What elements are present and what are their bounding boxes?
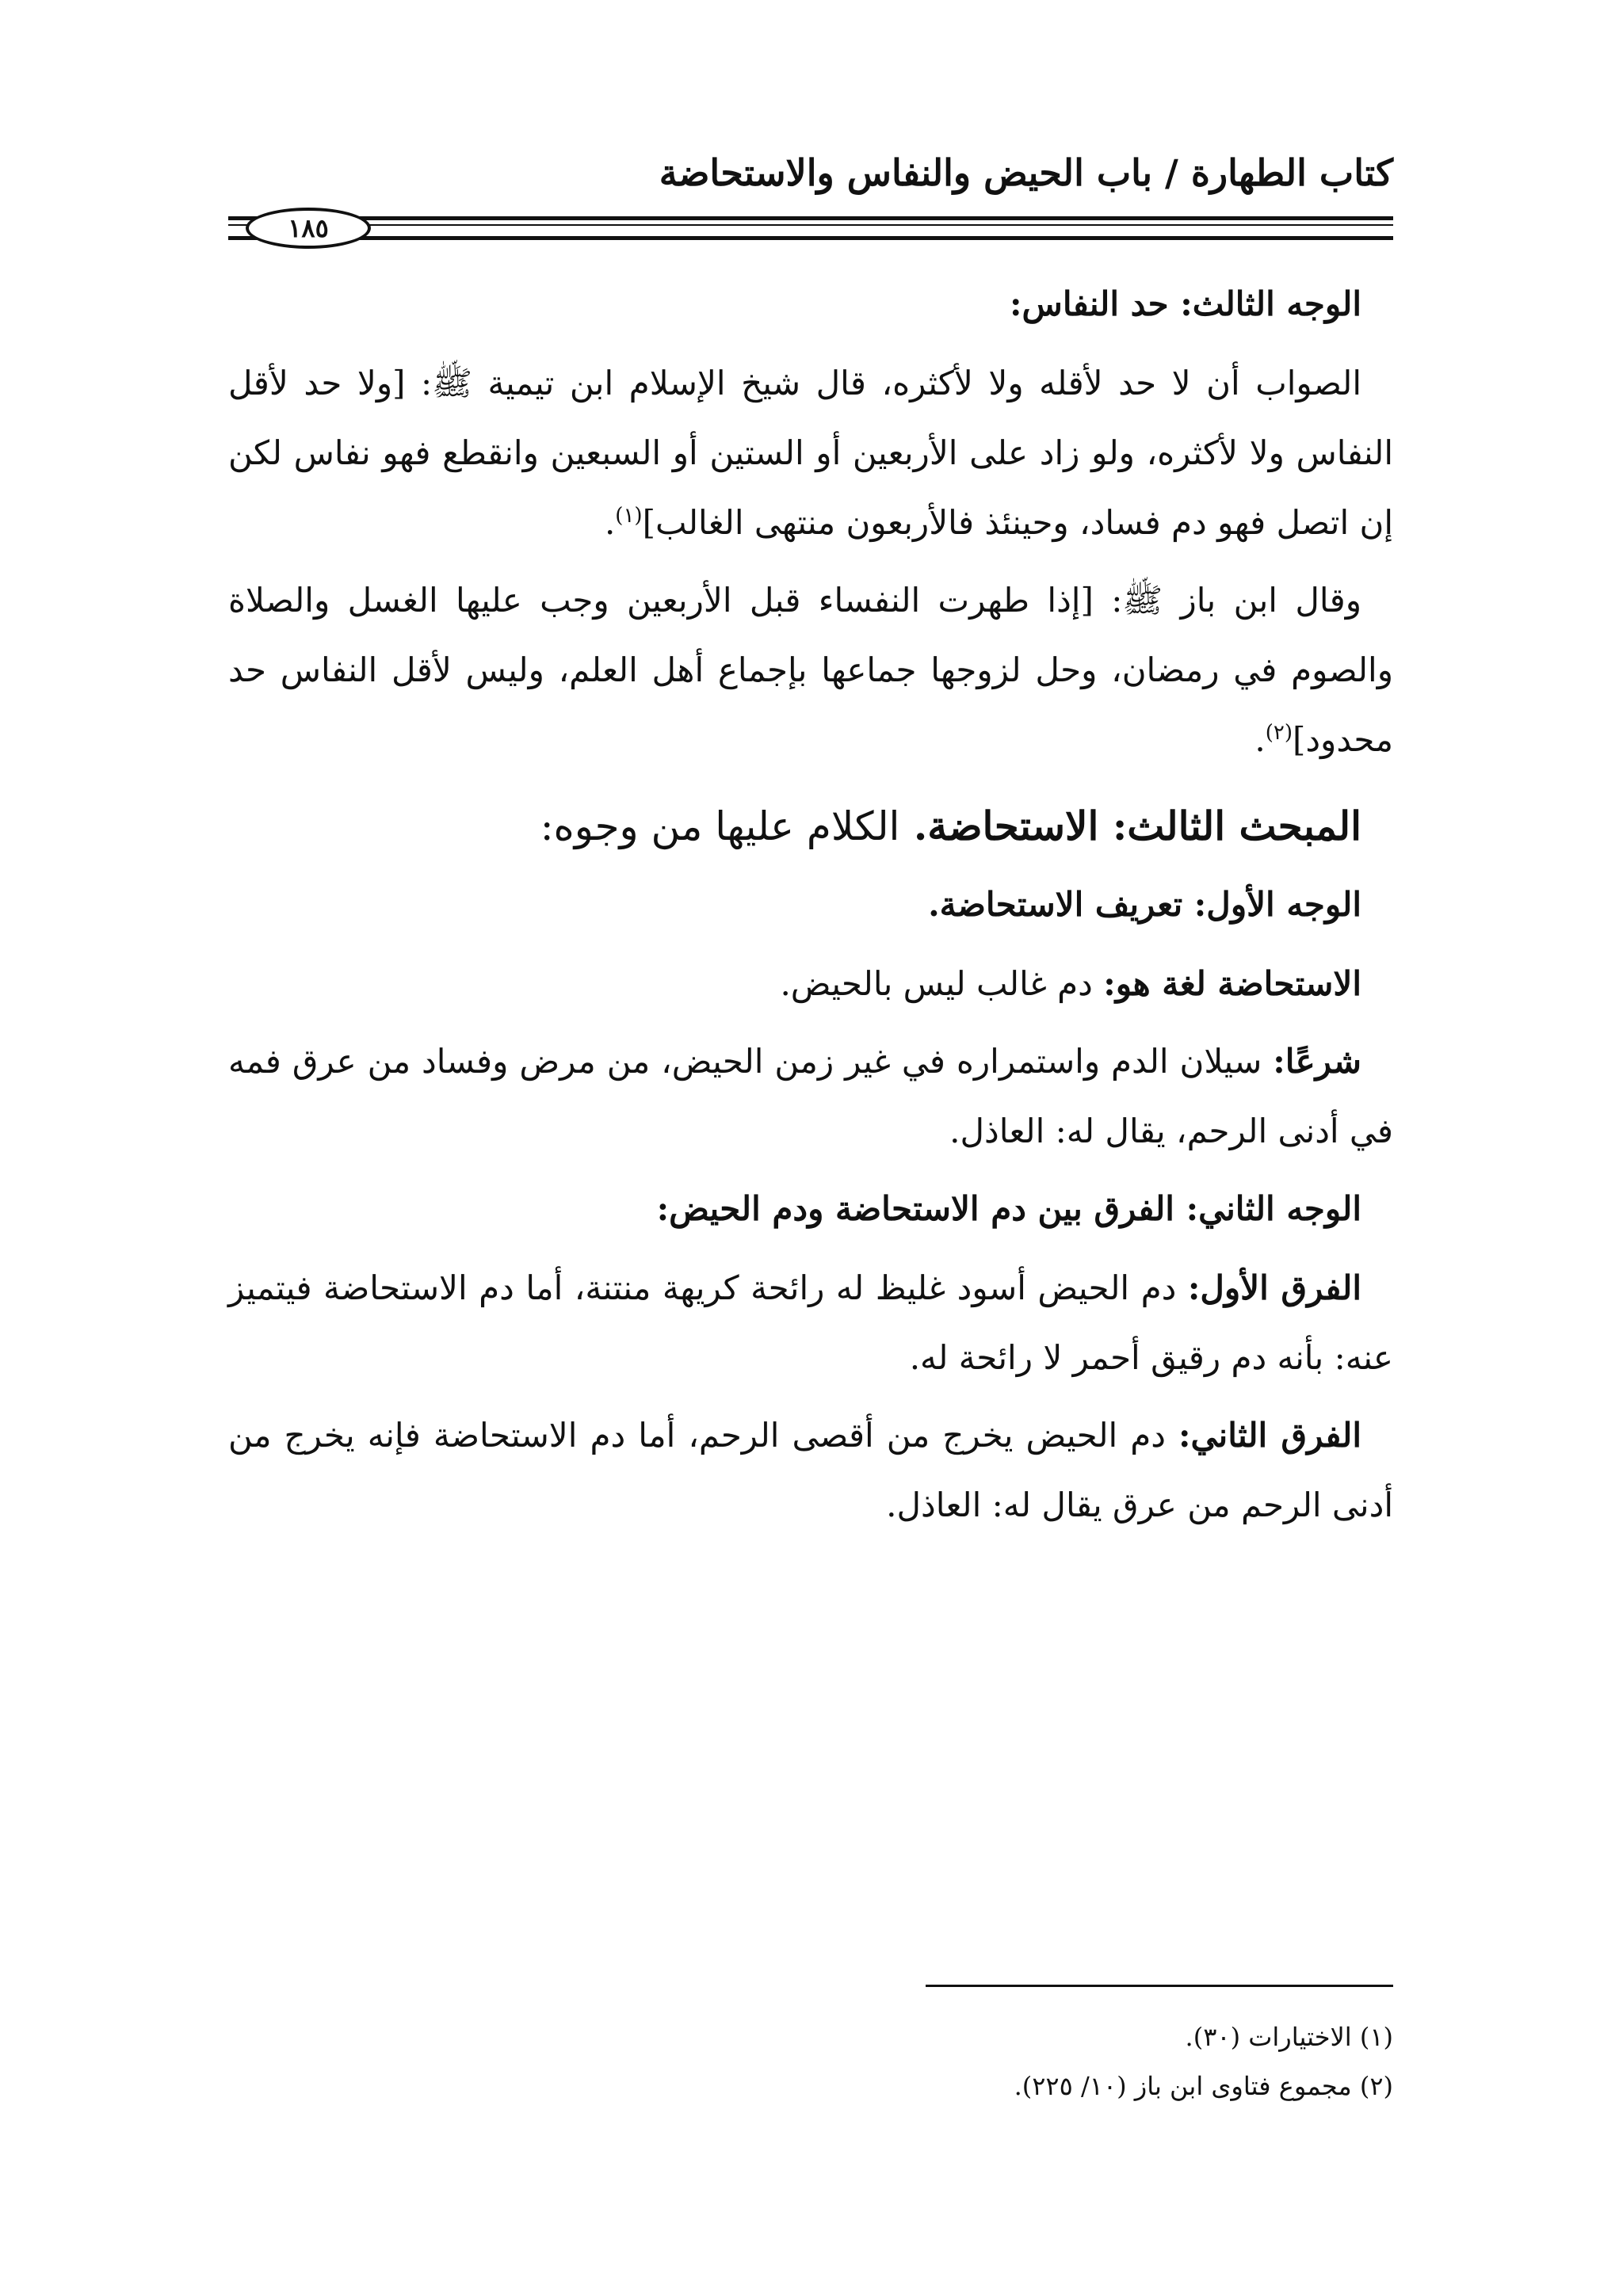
section-title: المبحث الثالث: الاستحاضة. <box>913 803 1361 849</box>
section-heading <box>228 783 1393 870</box>
term-label: الفرق الأول: <box>1187 1268 1361 1307</box>
sentence-end: . <box>604 503 616 542</box>
paragraph-text: وقال ابن باز ﷺ: [إذا طهرت النفساء قبل الأربعين وجب عليها الغسل والصلاة والصوم في رمضان، وحل لزوجها جماعها بإجماع أهل العلم، وليس لأقل النفاس حد محدود] <box>228 581 1393 759</box>
term-label: الاستحاضة لغة هو: <box>1103 964 1361 1003</box>
footnote-separator <box>926 1985 1393 1987</box>
difference-text: دم الحيض أسود غليظ له رائحة كريهة منتنة، أما دم الاستحاضة فيتميز عنه: بأنه دم رقيق أحمر لا رائحة له. <box>228 1268 1393 1377</box>
sentence-end: . <box>1254 720 1266 759</box>
main-text <box>228 269 1393 1540</box>
term-label: الفرق الثاني: <box>1178 1416 1361 1455</box>
paragraph-legal-definition <box>228 1027 1393 1166</box>
term-label: شرعًا: <box>1273 1042 1361 1081</box>
paragraph-text: الصواب أن لا حد لأقله ولا لأكثره، قال شيخ الإسلام ابن تيمية ﷺ: [ولا حد لأقل النفاس ولا لأكثره، ولو زاد على الأربعين أو الستين أو السبعين وانقطع فهو نفاس لكن إن اتصل فهو دم فساد، وحينئذ فالأربعون منتهى الغالب] <box>228 364 1393 542</box>
definition-text: دم غالب ليس بالحيض. <box>780 964 1093 1003</box>
footnote-2: (٢) مجموع فتاوى ابن باز (١٠/ ٢٢٥). <box>1014 2071 1393 2101</box>
section-subtitle: الكلام عليها من وجوه: <box>540 803 900 849</box>
footnote-1: (١) الاختيارات (٣٠). <box>1185 2022 1393 2052</box>
running-head: كتاب الطهارة / باب الحيض والنفاس والاستحاضة <box>659 151 1393 194</box>
header-double-line <box>228 216 1393 240</box>
paragraph-ibn-taymiyyah <box>228 349 1393 558</box>
footnote-ref-2[interactable]: (٢) <box>1265 721 1293 745</box>
definition-text: سيلان الدم واستمراره في غير زمن الحيض، من مرض وفساد من عرق فمه في أدنى الرحم، يقال له: العاذل. <box>228 1042 1393 1150</box>
difference-text: دم الحيض يخرج من أقصى الرحم، أما دم الاستحاضة فإنه يخرج من أدنى الرحم من عرق يقال له: العاذل. <box>228 1416 1393 1524</box>
header-rule <box>228 208 1393 242</box>
paragraph-linguistic-definition <box>228 949 1393 1019</box>
footnotes <box>228 2012 1393 2111</box>
subheading-first-aspect: الوجه الأول: تعريف الاستحاضة. <box>928 885 1361 924</box>
paragraph-ibn-baz <box>228 566 1393 775</box>
subheading-third-aspect: الوجه الثالث: حد النفاس: <box>1010 284 1361 323</box>
paragraph-second-difference <box>228 1401 1393 1540</box>
subheading-second-aspect: الوجه الثاني: الفرق بين دم الاستحاضة ودم الحيض: <box>656 1189 1361 1228</box>
footnote-ref-1[interactable]: (١) <box>615 504 643 528</box>
page-number: ١٨٥ <box>246 208 371 249</box>
paragraph-first-difference <box>228 1253 1393 1393</box>
